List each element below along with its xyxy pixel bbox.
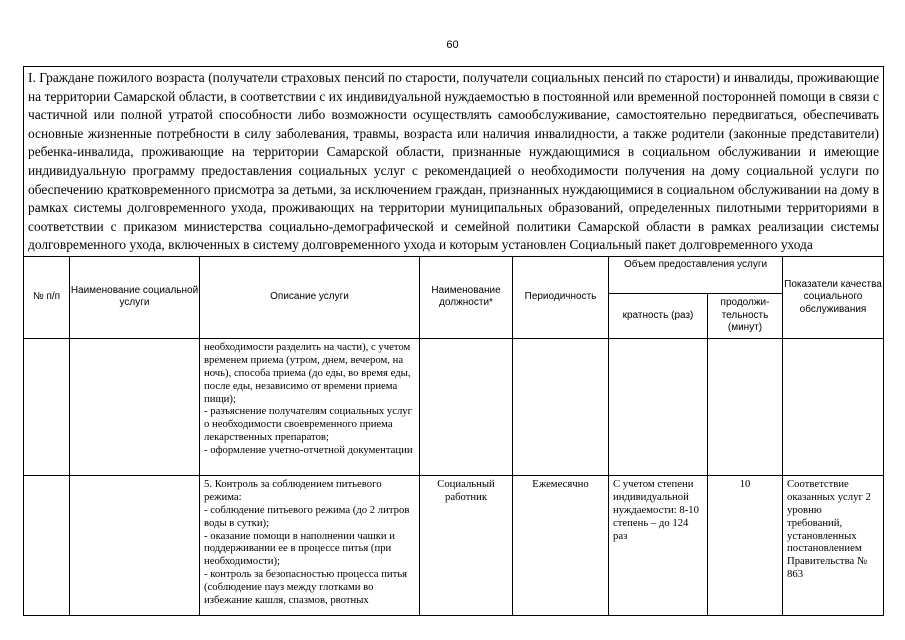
- header-service-name: Наименование социальной услуги: [70, 256, 200, 338]
- header-quality: Показатели качества социального обслуживания: [783, 256, 884, 338]
- services-table: [23, 66, 884, 616]
- cell-quality: Соответствие оказанных услуг 2 уровню требований, установленных постановлением Правительства № 863: [783, 475, 884, 615]
- header-duration: продолжи-тельность (минут): [708, 293, 783, 338]
- description-line: - контроль за безопасностью процесса питья (соблюдение пауз между глотками во избежание кашля, спазмов, рвотных: [204, 568, 408, 607]
- header-frequency: кратность (раз): [609, 293, 708, 338]
- cell-duration: [708, 338, 783, 475]
- description-line: необходимости разделить на части), с учетом временем приема (утром, днем, вечером, на ночь), способа приема (до еды, во время еды, после еды, независимо от времени приема пищи);: [204, 340, 411, 405]
- description-line: - соблюдение питьевого режима (до 2 литров воды в сутки);: [204, 503, 410, 529]
- header-position: Наименование должности*: [420, 256, 513, 338]
- cell-num: [24, 475, 70, 615]
- table-row: [24, 338, 884, 475]
- cell-position: Социальный работник: [420, 475, 513, 615]
- cell-position: [420, 338, 513, 475]
- cell-service-name: [70, 338, 200, 475]
- section-heading-row: [24, 67, 884, 257]
- cell-periodicity: [513, 338, 609, 475]
- description-line: - разъяснение получателям социальных услуг о необходимости своевременного приема лекарственных препаратов;: [204, 405, 413, 444]
- description-line: - оформление учетно-отчетной документации: [204, 444, 413, 457]
- cell-service-name: [70, 475, 200, 615]
- section-heading: I. Граждане пожилого возраста (получатели страховых пенсий по старости, получатели социальных пенсий по старости) и инвалиды, проживающие на территории Самарской области, в соответствии с их индивидуальной нуждаемостью в постоянной или временной посторонней помощи в связи с частичной или полной утратой способности либо возможности осуществлять самообслуживание, самостоятельно передвигаться, обеспечивать основные жизненные потребности в силу заболевания, травмы, возраста или наличия инвалидности, а также родители (законные представители) ребенка-инвалида, проживающие на территории Самарской области, признанные нуждающимися в социальном обслуживании и имеющие индивидуальную программу предоставления социальных услуг с рекомендацией о необходимости получения на дому социальной услуги по обеспечению кратковременного присмотра за детьми, за исключением граждан, признанных нуждающимися в социальном обслуживании на дому в рамках системы долговременного ухода, проживающих на территории муниципальных образований, определенных пилотными территориями в соответствии с приказом министерства социально-демографической и семейной политики Самарской области в рамках реализации системы долговременного ухода, включенных в систему долговременного ухода и которым установлен Социальный пакет долговременного ухода: [24, 67, 884, 257]
- cell-quality: [783, 338, 884, 475]
- cell-description: [200, 338, 420, 475]
- cell-num: [24, 338, 70, 475]
- table-header-row: [24, 256, 884, 293]
- header-periodicity: Периодичность: [513, 256, 609, 338]
- description-line: 5. Контроль за соблюдением питьевого режима:: [204, 477, 382, 503]
- cell-frequency: С учетом степени индивидуальной нуждаемости: 8-10 степень – до 124 раз: [609, 475, 708, 615]
- description-line: - оказание помощи в наполнении чашки и поддерживании ее в процессе питья (при необходимости);: [204, 529, 395, 568]
- cell-periodicity: Ежемесячно: [513, 475, 609, 615]
- table-row: [24, 475, 884, 615]
- cell-frequency: [609, 338, 708, 475]
- header-num: № п/п: [24, 256, 70, 338]
- cell-description: [200, 475, 420, 615]
- header-volume-group: Объем предоставления услуги: [609, 256, 783, 293]
- page-number: 60: [446, 39, 459, 51]
- cell-duration: 10: [708, 475, 783, 615]
- header-description: Описание услуги: [200, 256, 420, 338]
